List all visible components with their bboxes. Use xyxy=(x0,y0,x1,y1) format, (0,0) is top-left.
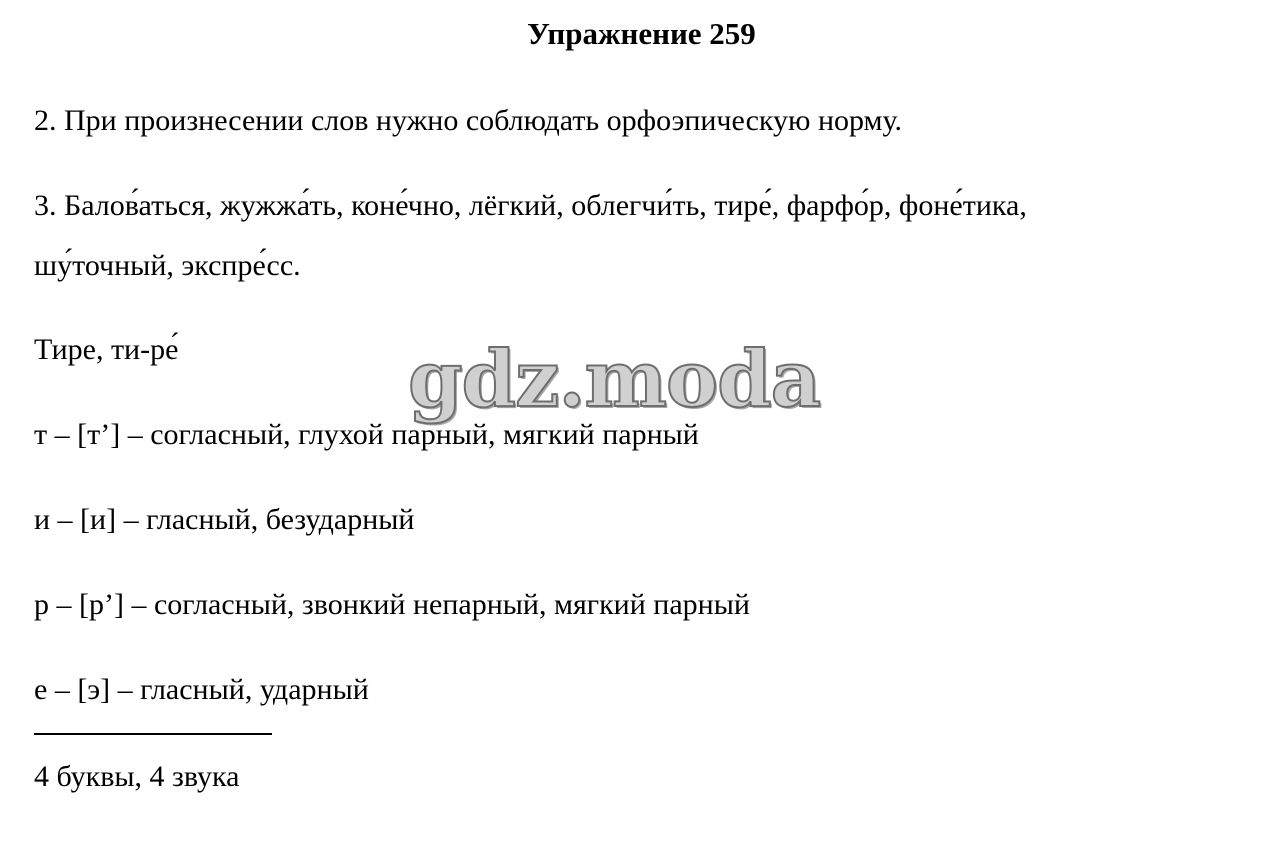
analyzed-word: Тире, ти-ре́ xyxy=(34,333,179,366)
exercise-title: Упражнение 259 xyxy=(527,16,756,51)
paragraph-3-line-2: шу́точный, экспре́сс. xyxy=(34,249,301,282)
letters-sounds-summary: 4 буквы, 4 звука xyxy=(34,760,240,793)
phonetic-line-e: е – [э] – гласный, ударный xyxy=(34,673,369,706)
phonetic-line-i: и – [и] – гласный, безударный xyxy=(34,503,415,536)
watermark-logo: gdz.moda xyxy=(408,334,821,425)
phonetic-line-r: р – [р’] – согласный, звонкий непарный, мягкий парный xyxy=(34,588,750,621)
phonetic-line-t: т – [т’] – согласный, глухой парный, мягкий парный xyxy=(34,418,699,451)
paragraph-3-line-1: 3. Балов́аться, жужжа́ть, коне́чно, лёгкий, облегчи́ть, тире́, фарфо́р, фоне́тика, xyxy=(34,189,1027,222)
paragraph-2: 2. При произнесении слов нужно соблюдать орфоэпическую норму. xyxy=(34,104,903,137)
divider-line xyxy=(34,733,272,735)
